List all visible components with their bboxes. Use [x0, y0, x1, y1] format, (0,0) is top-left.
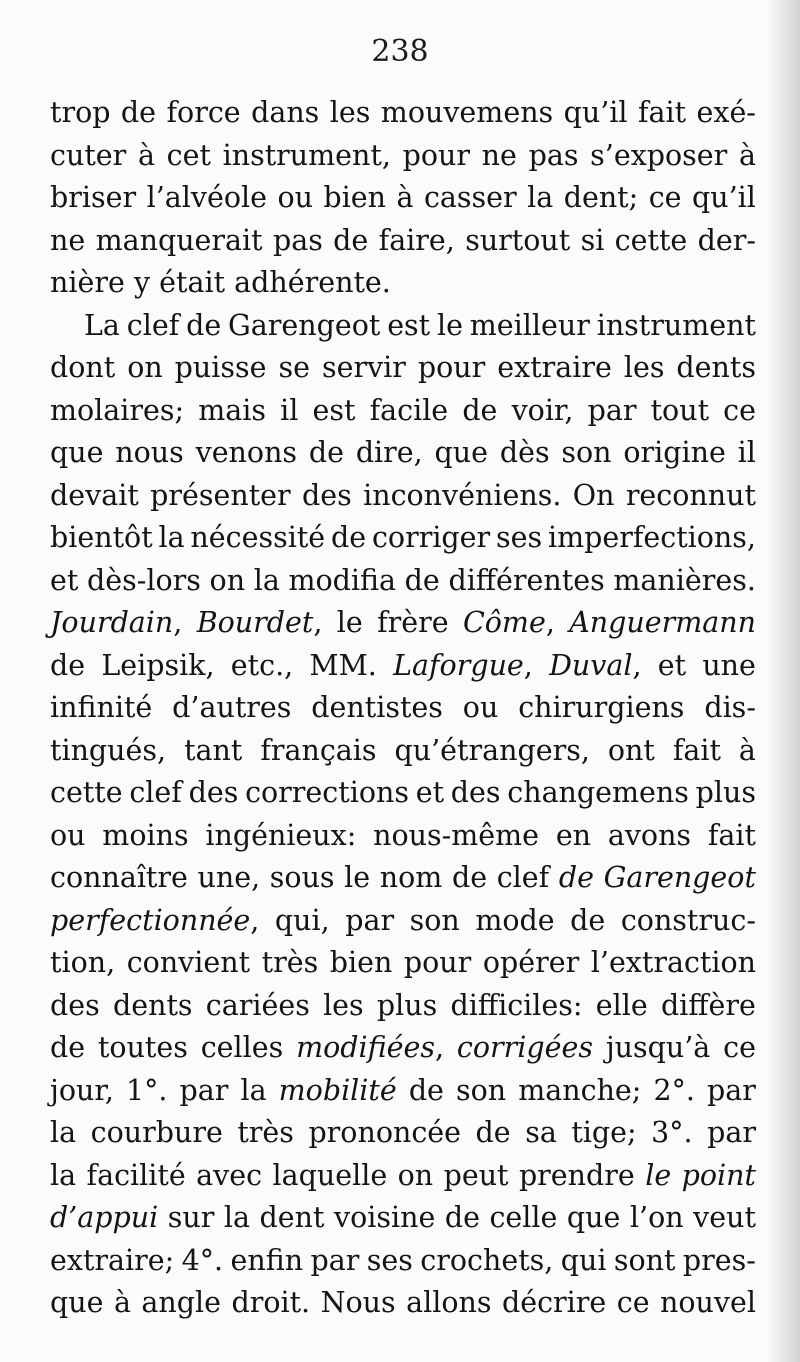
word: sa	[525, 1116, 557, 1149]
text-line	[50, 220, 756, 263]
word: de	[50, 1031, 86, 1064]
word: clef	[126, 308, 180, 342]
word: venons	[195, 436, 298, 469]
word: infinité	[50, 691, 153, 724]
text-line	[50, 1240, 756, 1283]
italic-word: d’appui	[50, 1201, 159, 1234]
word: dis-	[704, 691, 756, 724]
word: tant	[184, 733, 243, 767]
word: bientôt	[50, 521, 153, 554]
word: on	[127, 351, 163, 384]
word: dont	[50, 351, 116, 384]
word: exé-	[696, 96, 756, 129]
word: s’exposer	[590, 138, 728, 172]
word: extraire;	[50, 1243, 175, 1277]
word: de	[451, 861, 488, 894]
word: cariées	[205, 988, 310, 1022]
word: casser	[423, 181, 517, 214]
word: elle	[595, 988, 648, 1022]
word: à	[739, 138, 756, 172]
word: sous	[269, 861, 335, 894]
word: tout	[650, 393, 710, 427]
word: dents	[676, 351, 756, 384]
word: si	[580, 223, 605, 257]
italic-word: de	[558, 861, 594, 894]
word: la	[50, 1116, 77, 1149]
italic-word: mobilité	[278, 1073, 397, 1107]
word: ingénieux	[205, 818, 347, 852]
word: briser	[50, 181, 137, 214]
word: à	[137, 138, 155, 172]
word: très	[237, 1116, 294, 1149]
word: des	[50, 988, 100, 1022]
word: des	[188, 776, 239, 809]
italic-word: Garengeot	[603, 861, 756, 894]
word: voir,	[511, 393, 574, 427]
word: cette	[614, 223, 688, 257]
word: d’autres	[172, 691, 292, 724]
word: se	[278, 351, 310, 384]
word: y	[133, 266, 151, 299]
word: était	[159, 266, 226, 299]
word: son	[456, 1073, 507, 1107]
text-line	[50, 92, 756, 135]
word: instrument,	[222, 138, 391, 172]
word: plus	[695, 776, 756, 809]
word: peut	[443, 1158, 509, 1192]
word: dire,	[355, 436, 423, 469]
word: ce	[723, 1031, 756, 1064]
word: ou	[50, 818, 86, 852]
word: français	[260, 733, 377, 767]
word: frère	[377, 606, 449, 639]
word: ,	[250, 903, 260, 937]
word: qui	[560, 1243, 607, 1277]
word: que	[566, 1201, 621, 1234]
word: ne	[481, 138, 517, 172]
word: crochets,	[420, 1243, 554, 1277]
word: Garengeot	[228, 308, 381, 342]
word: cuter	[50, 138, 127, 172]
word: par	[310, 1243, 360, 1277]
word: par	[179, 1073, 229, 1107]
word: meilleur	[469, 308, 590, 342]
word: La	[84, 308, 120, 342]
word: voisine	[333, 1201, 436, 1234]
word: opérer	[482, 946, 580, 979]
word: son	[561, 436, 612, 469]
word: l’extraction	[590, 946, 756, 979]
word: il	[280, 393, 299, 427]
word: convient	[126, 946, 251, 979]
word: est	[387, 308, 431, 342]
word: nécessité	[190, 521, 326, 554]
word: laquelle	[272, 1158, 388, 1192]
word: à	[738, 733, 756, 767]
word: l’alvéole	[146, 181, 267, 214]
word: le	[436, 308, 463, 342]
word: mais	[198, 393, 267, 427]
word: ,	[523, 648, 533, 682]
word: il	[737, 436, 756, 469]
word: les	[329, 96, 371, 129]
word: tion,	[50, 946, 116, 979]
word: facilité	[86, 1158, 186, 1192]
word-group	[205, 815, 356, 858]
word: origine	[623, 436, 726, 469]
word: Nous	[320, 1286, 396, 1319]
word: extraire	[497, 351, 612, 384]
word: clef	[129, 776, 182, 809]
word: allons	[406, 1286, 492, 1319]
word: reconnut	[625, 478, 756, 512]
word: manquerait	[95, 223, 263, 257]
word: nière	[50, 266, 125, 299]
word: différentes	[448, 563, 605, 597]
word: que	[434, 436, 489, 469]
word: pour	[417, 351, 486, 384]
text-line	[50, 687, 756, 730]
text-line	[50, 390, 756, 433]
text-line	[50, 347, 756, 390]
text-line	[50, 475, 756, 518]
word: Leipsik,	[101, 648, 215, 682]
word: pas	[528, 138, 579, 172]
text-line	[50, 730, 756, 773]
page-edge-shadow	[766, 0, 800, 1362]
word: de	[120, 96, 157, 129]
word: qu’il	[563, 96, 628, 129]
word: son	[409, 903, 460, 937]
word: de	[333, 223, 369, 257]
text-line	[50, 1197, 756, 1240]
word: ses	[366, 1243, 413, 1277]
word: On	[572, 478, 615, 512]
word: fait	[637, 96, 687, 129]
word: dents	[112, 988, 193, 1022]
italic-word: Duval	[549, 648, 633, 682]
word: de	[570, 903, 606, 937]
word: à	[396, 181, 414, 214]
word: construc-	[620, 903, 756, 937]
word: dent	[259, 1201, 325, 1234]
word: nous	[115, 436, 184, 469]
word: 3°.	[651, 1116, 693, 1149]
word: sur	[167, 1201, 215, 1234]
word: de	[462, 393, 498, 427]
word: à	[113, 1286, 131, 1319]
text-line	[50, 857, 756, 900]
word: de	[475, 1116, 511, 1149]
word: :	[346, 818, 357, 852]
word: le	[344, 861, 371, 894]
word-group	[450, 985, 582, 1028]
word: puisse	[174, 351, 267, 384]
word: on	[209, 563, 246, 597]
word: par	[587, 393, 637, 427]
word: le	[336, 606, 363, 639]
text-line	[50, 645, 756, 688]
text-line	[50, 262, 756, 305]
word-group	[393, 645, 533, 688]
italic-word: Jourdain	[50, 606, 174, 639]
word: et	[50, 563, 79, 597]
word: fait	[707, 818, 756, 852]
word: la	[50, 1158, 77, 1192]
word: qu’il	[692, 181, 756, 214]
text-line	[50, 560, 756, 603]
word: bien	[323, 181, 387, 214]
word: ce	[723, 393, 756, 427]
word: changemens	[507, 776, 689, 809]
word: cet	[166, 138, 211, 172]
body-text	[50, 92, 756, 1325]
text-line	[50, 305, 756, 348]
word: fait	[672, 733, 721, 767]
word: de	[308, 436, 344, 469]
text-line	[50, 135, 756, 178]
text-line	[50, 772, 756, 815]
word: veut	[693, 1201, 756, 1234]
word: servir	[321, 351, 406, 384]
word: décrire	[501, 1286, 607, 1319]
word: faire,	[378, 223, 455, 257]
word: mode	[475, 903, 555, 937]
word-group	[50, 900, 259, 943]
word: les	[623, 351, 665, 384]
word: nom	[379, 861, 443, 894]
word: manche;	[518, 1073, 642, 1107]
word: clef	[496, 861, 550, 894]
word: molaires;	[50, 393, 185, 427]
word: modifia	[288, 563, 397, 597]
word: pour	[402, 138, 470, 172]
word: que	[50, 1286, 104, 1319]
word: dès-lors	[86, 563, 201, 597]
word: ne	[50, 223, 86, 257]
word: :	[572, 988, 583, 1022]
word: tige;	[571, 1116, 637, 1149]
text-line	[50, 1027, 756, 1070]
word: corrections	[245, 776, 409, 809]
text-line	[50, 900, 756, 943]
page-number: 238	[371, 34, 429, 69]
word: etc.,	[230, 648, 294, 682]
word: sont	[613, 1243, 676, 1277]
word: la	[158, 521, 185, 554]
word: prononcée	[308, 1116, 462, 1149]
word: la	[223, 1201, 251, 1234]
word: que	[50, 436, 104, 469]
word: de	[408, 1073, 444, 1107]
italic-word: le	[645, 1158, 672, 1192]
text-line	[50, 1070, 756, 1113]
word: surtout	[465, 223, 571, 257]
word: trop	[50, 96, 111, 129]
word-group	[50, 602, 182, 645]
word: connaître	[50, 861, 188, 894]
word-group	[549, 645, 641, 688]
word: ,	[173, 606, 183, 639]
word: tingués,	[50, 733, 167, 767]
word: par	[707, 1073, 756, 1107]
word: droit.	[231, 1286, 311, 1319]
word: mouvemens	[380, 96, 554, 129]
word: toutes	[97, 1031, 188, 1064]
word: ,	[435, 1031, 445, 1064]
word: de	[444, 1201, 480, 1234]
word: jour,	[50, 1073, 114, 1107]
text-line	[50, 177, 756, 220]
word: de	[331, 521, 367, 554]
text-line	[50, 602, 756, 645]
word: dans	[251, 96, 320, 129]
word: moins	[102, 818, 189, 852]
word: difficiles	[450, 988, 573, 1022]
word: et	[657, 648, 687, 682]
word: ou	[462, 691, 499, 724]
word: adhérente.	[234, 266, 391, 299]
italic-word: corrigées	[456, 1031, 593, 1064]
text-line	[50, 942, 756, 985]
word: 2°.	[653, 1073, 695, 1107]
italic-word: Bourdet	[196, 606, 314, 639]
word: nous-même	[373, 818, 540, 852]
word: imperfections,	[547, 521, 756, 554]
word: en	[555, 818, 592, 852]
word: ,	[632, 648, 642, 682]
word-group	[296, 1027, 444, 1070]
word: avons	[607, 818, 692, 852]
word: diffère	[660, 988, 756, 1022]
italic-word: Côme	[462, 606, 546, 639]
word: ,	[313, 606, 323, 639]
word: nouvel	[660, 1286, 756, 1319]
word: bien	[329, 946, 393, 979]
word: celles	[200, 1031, 284, 1064]
word: pour	[403, 946, 472, 979]
italic-word: Laforgue	[393, 648, 524, 682]
word: cette	[50, 776, 123, 809]
word: 4°.	[181, 1243, 224, 1277]
italic-word: modifiées	[296, 1031, 436, 1064]
word: très	[261, 946, 319, 979]
word: jusqu’à	[605, 1031, 711, 1064]
word: par	[707, 1116, 756, 1149]
word: la	[240, 1073, 267, 1107]
italic-word: perfectionnée	[50, 903, 251, 937]
word-group	[463, 602, 555, 645]
word: qui,	[274, 903, 330, 937]
word: celle	[489, 1201, 558, 1234]
word: prendre	[518, 1158, 635, 1192]
word: devait	[50, 478, 139, 512]
word: on	[397, 1158, 434, 1192]
word: des	[450, 776, 501, 809]
word: courbure	[90, 1116, 223, 1149]
word: dentistes	[311, 691, 443, 724]
word: est	[312, 393, 356, 427]
word: dent;	[563, 181, 639, 214]
word: la	[527, 181, 554, 214]
text-line	[50, 517, 756, 560]
word: enfin	[230, 1243, 304, 1277]
word: corriger	[371, 521, 491, 554]
text-line	[50, 1155, 756, 1198]
word: pres-	[682, 1243, 756, 1277]
word: angle	[141, 1286, 221, 1319]
text-line	[50, 1112, 756, 1155]
word: des	[302, 478, 352, 512]
text-line	[50, 815, 756, 858]
word: chirurgiens	[518, 691, 685, 724]
word: MM.	[309, 648, 377, 682]
word: l’on	[629, 1201, 684, 1234]
word: pas	[272, 223, 323, 257]
word: ,	[545, 606, 555, 639]
word: présenter	[150, 478, 291, 512]
word: qu’étrangers,	[394, 733, 590, 767]
word: de	[186, 308, 222, 342]
word: ses	[496, 521, 543, 554]
italic-word: Anguermann	[569, 606, 756, 639]
word: ou	[277, 181, 313, 214]
word: ont	[607, 733, 655, 767]
word: de	[50, 648, 86, 682]
word: force	[166, 96, 241, 129]
word: der-	[697, 223, 756, 257]
word: ce	[616, 1286, 650, 1319]
text-line	[50, 1282, 756, 1325]
word: avec	[196, 1158, 263, 1192]
word: une	[702, 648, 756, 682]
word-group	[197, 602, 323, 645]
italic-word: point	[681, 1158, 756, 1192]
word: 1°.	[125, 1073, 168, 1107]
word: inconvéniens.	[363, 478, 562, 512]
word: la	[253, 563, 280, 597]
word: plus	[376, 988, 438, 1022]
word: manières.	[613, 563, 756, 597]
word: une,	[197, 861, 261, 894]
text-line	[50, 432, 756, 475]
word: ce	[648, 181, 682, 214]
text-line	[50, 985, 756, 1028]
word: et	[415, 776, 445, 809]
word: facile	[369, 393, 449, 427]
word: dès	[499, 436, 550, 469]
word: de	[404, 563, 440, 597]
word: par	[345, 903, 395, 937]
word: les	[323, 988, 364, 1022]
word: instrument	[596, 308, 756, 342]
